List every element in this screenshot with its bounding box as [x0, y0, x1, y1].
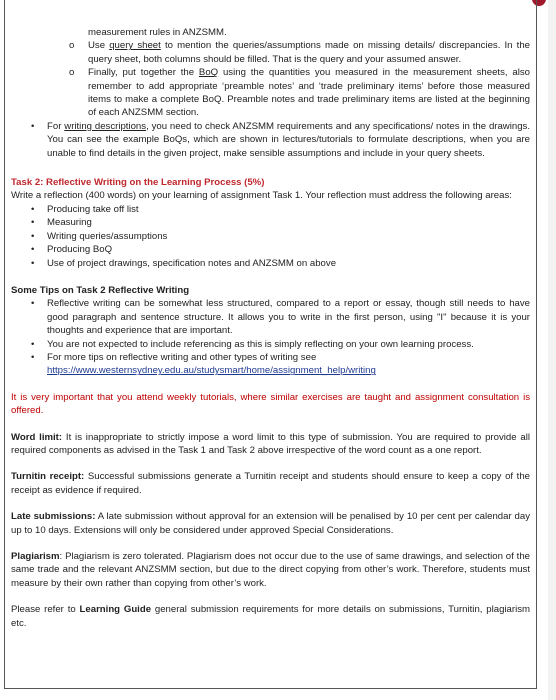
bullet-icon: • — [31, 351, 35, 363]
list-item — [11, 39, 530, 66]
refer-paragraph — [11, 603, 530, 630]
text: general submission requirements for more details on submissions, Turnitin, plagiarism etc. — [11, 604, 530, 629]
text: using the quantities you measured in the measurement sheets, also remember to add appropriate ‘preamble notes’ and ‘trade preliminary items’ before those measured items to make a complete BoQ. Preamble notes and trade preliminary items are listed at the beginning of each ANZSMM section. — [88, 67, 530, 119]
bullet-icon: • — [31, 217, 35, 229]
tips-heading: Some Tips on Task 2 Reflective Writing — [11, 284, 190, 296]
text: Producing take off list — [47, 203, 139, 215]
text: You are not expected to include referencing as this is simply reflecting on your own learning process. — [47, 338, 474, 350]
bullet-icon: • — [31, 203, 35, 215]
list-item — [11, 203, 530, 216]
list-item — [11, 338, 530, 351]
writing-descriptions-term: writing descriptions — [64, 120, 147, 132]
late-submissions-label: Late submissions: — [11, 511, 96, 523]
task2-heading: Task 2: Reflective Writing on the Learning Process (5%) — [11, 177, 265, 189]
turnitin-paragraph — [11, 470, 530, 497]
plagiarism-label: Plagiarism — [11, 551, 60, 562]
text: Measuring — [47, 217, 92, 229]
bullet-icon: • — [31, 257, 35, 269]
list-item — [11, 257, 530, 270]
text: For more tips on reflective writing and other types of writing see — [47, 351, 317, 363]
list-item — [11, 216, 530, 229]
text: Use of project drawings, specification notes and ANZSMM on above — [47, 257, 337, 269]
right-scroll-gutter — [548, 0, 556, 700]
list-item — [11, 66, 530, 120]
late-submissions-paragraph — [11, 510, 530, 537]
important-note: It is very important that you attend weekly tutorials, where similar exercises are taught and assignment consultation is offered. — [11, 391, 530, 417]
text: It is inappropriate to strictly impose a word limit to this type of submission. You are required to provide all required components as advised in the Task 1 and Task 2 above irrespective of the word count as a one report. — [11, 431, 530, 456]
list-item — [11, 243, 530, 256]
turnitin-label: Turnitin receipt: — [11, 471, 85, 483]
text: Producing BoQ — [47, 244, 113, 256]
list-item — [11, 351, 530, 378]
word-limit-label: Word limit: — [11, 431, 63, 443]
continuation-line: measurement rules in ANZSMM. — [88, 27, 227, 38]
text: For — [47, 120, 65, 132]
writing-descriptions-list — [11, 120, 530, 160]
text: Successful submissions generate a Turnitin receipt and students should ensure to keep a copy of the receipt as evidence if required. — [11, 471, 530, 496]
writing-help-link[interactable]: https://www.westernsydney.edu.au/studysmart/home/assignment_help/writing — [47, 365, 376, 377]
bullet-icon: • — [31, 230, 35, 242]
text: Reflective writing can be somewhat less structured, compared to a report or essay, though still needs to have good paragraph and sentence structure. It allows you to write in the first person, using "I" because it is your thoughts and experience that are important. — [47, 298, 530, 337]
bullet-icon: • — [31, 298, 35, 310]
text: A late submission without approval for an extension will be penalised by 10 per cent per calendar day up to 10 days. Extensions will only be considered under approved Special Considerations. — [11, 511, 530, 536]
word-limit-paragraph — [11, 431, 530, 458]
boq-term: BoQ — [198, 67, 219, 79]
list-item — [11, 120, 530, 160]
text: Use — [88, 40, 110, 52]
list-item — [11, 230, 530, 243]
circle-bullet-icon: o — [69, 40, 75, 52]
text: : Plagiarism is zero tolerated. Plagiarism does not occur due to the use of same drawings, and selection of the same trade and the relevant ANZSMM section, but due to the direct copying from other’s work. Therefore, students must measure by their own rather than copying from other’s work. — [11, 551, 530, 589]
text: Writing queries/assumptions — [47, 230, 168, 242]
list-item — [11, 297, 530, 337]
circle-bullet-icon: o — [69, 67, 75, 79]
bullet-icon: • — [31, 244, 35, 256]
plagiarism-paragraph — [11, 550, 530, 590]
task1-sub-list — [11, 39, 530, 119]
learning-guide-term: Learning Guide — [79, 604, 152, 616]
bullet-icon: • — [31, 338, 35, 350]
task2-areas-list — [11, 203, 530, 270]
tips-list — [11, 297, 530, 377]
text: Finally, put together the — [88, 67, 199, 79]
task2-intro: Write a reflection (400 words) on your learning of assignment Task 1. Your reflection must address the following areas: — [11, 190, 512, 202]
bullet-icon: • — [31, 120, 35, 132]
text: to mention the queries/assumptions made on missing details/ discrepancies. In the query sheet, both columns should be filled. That is the query and your assumed answer. — [88, 40, 530, 65]
text: , you need to check ANZSMM requirements and any specifications/ notes in the drawings. You can see the example BoQs, which are shown in lectures/tutorials to formulate descriptions, when you are unable to find details in the given project, make sensible assumptions and include in your query sheets. — [47, 120, 530, 159]
document-page — [4, 0, 537, 689]
text: Please refer to — [11, 604, 80, 616]
query-sheet-term: query sheet — [109, 40, 161, 52]
